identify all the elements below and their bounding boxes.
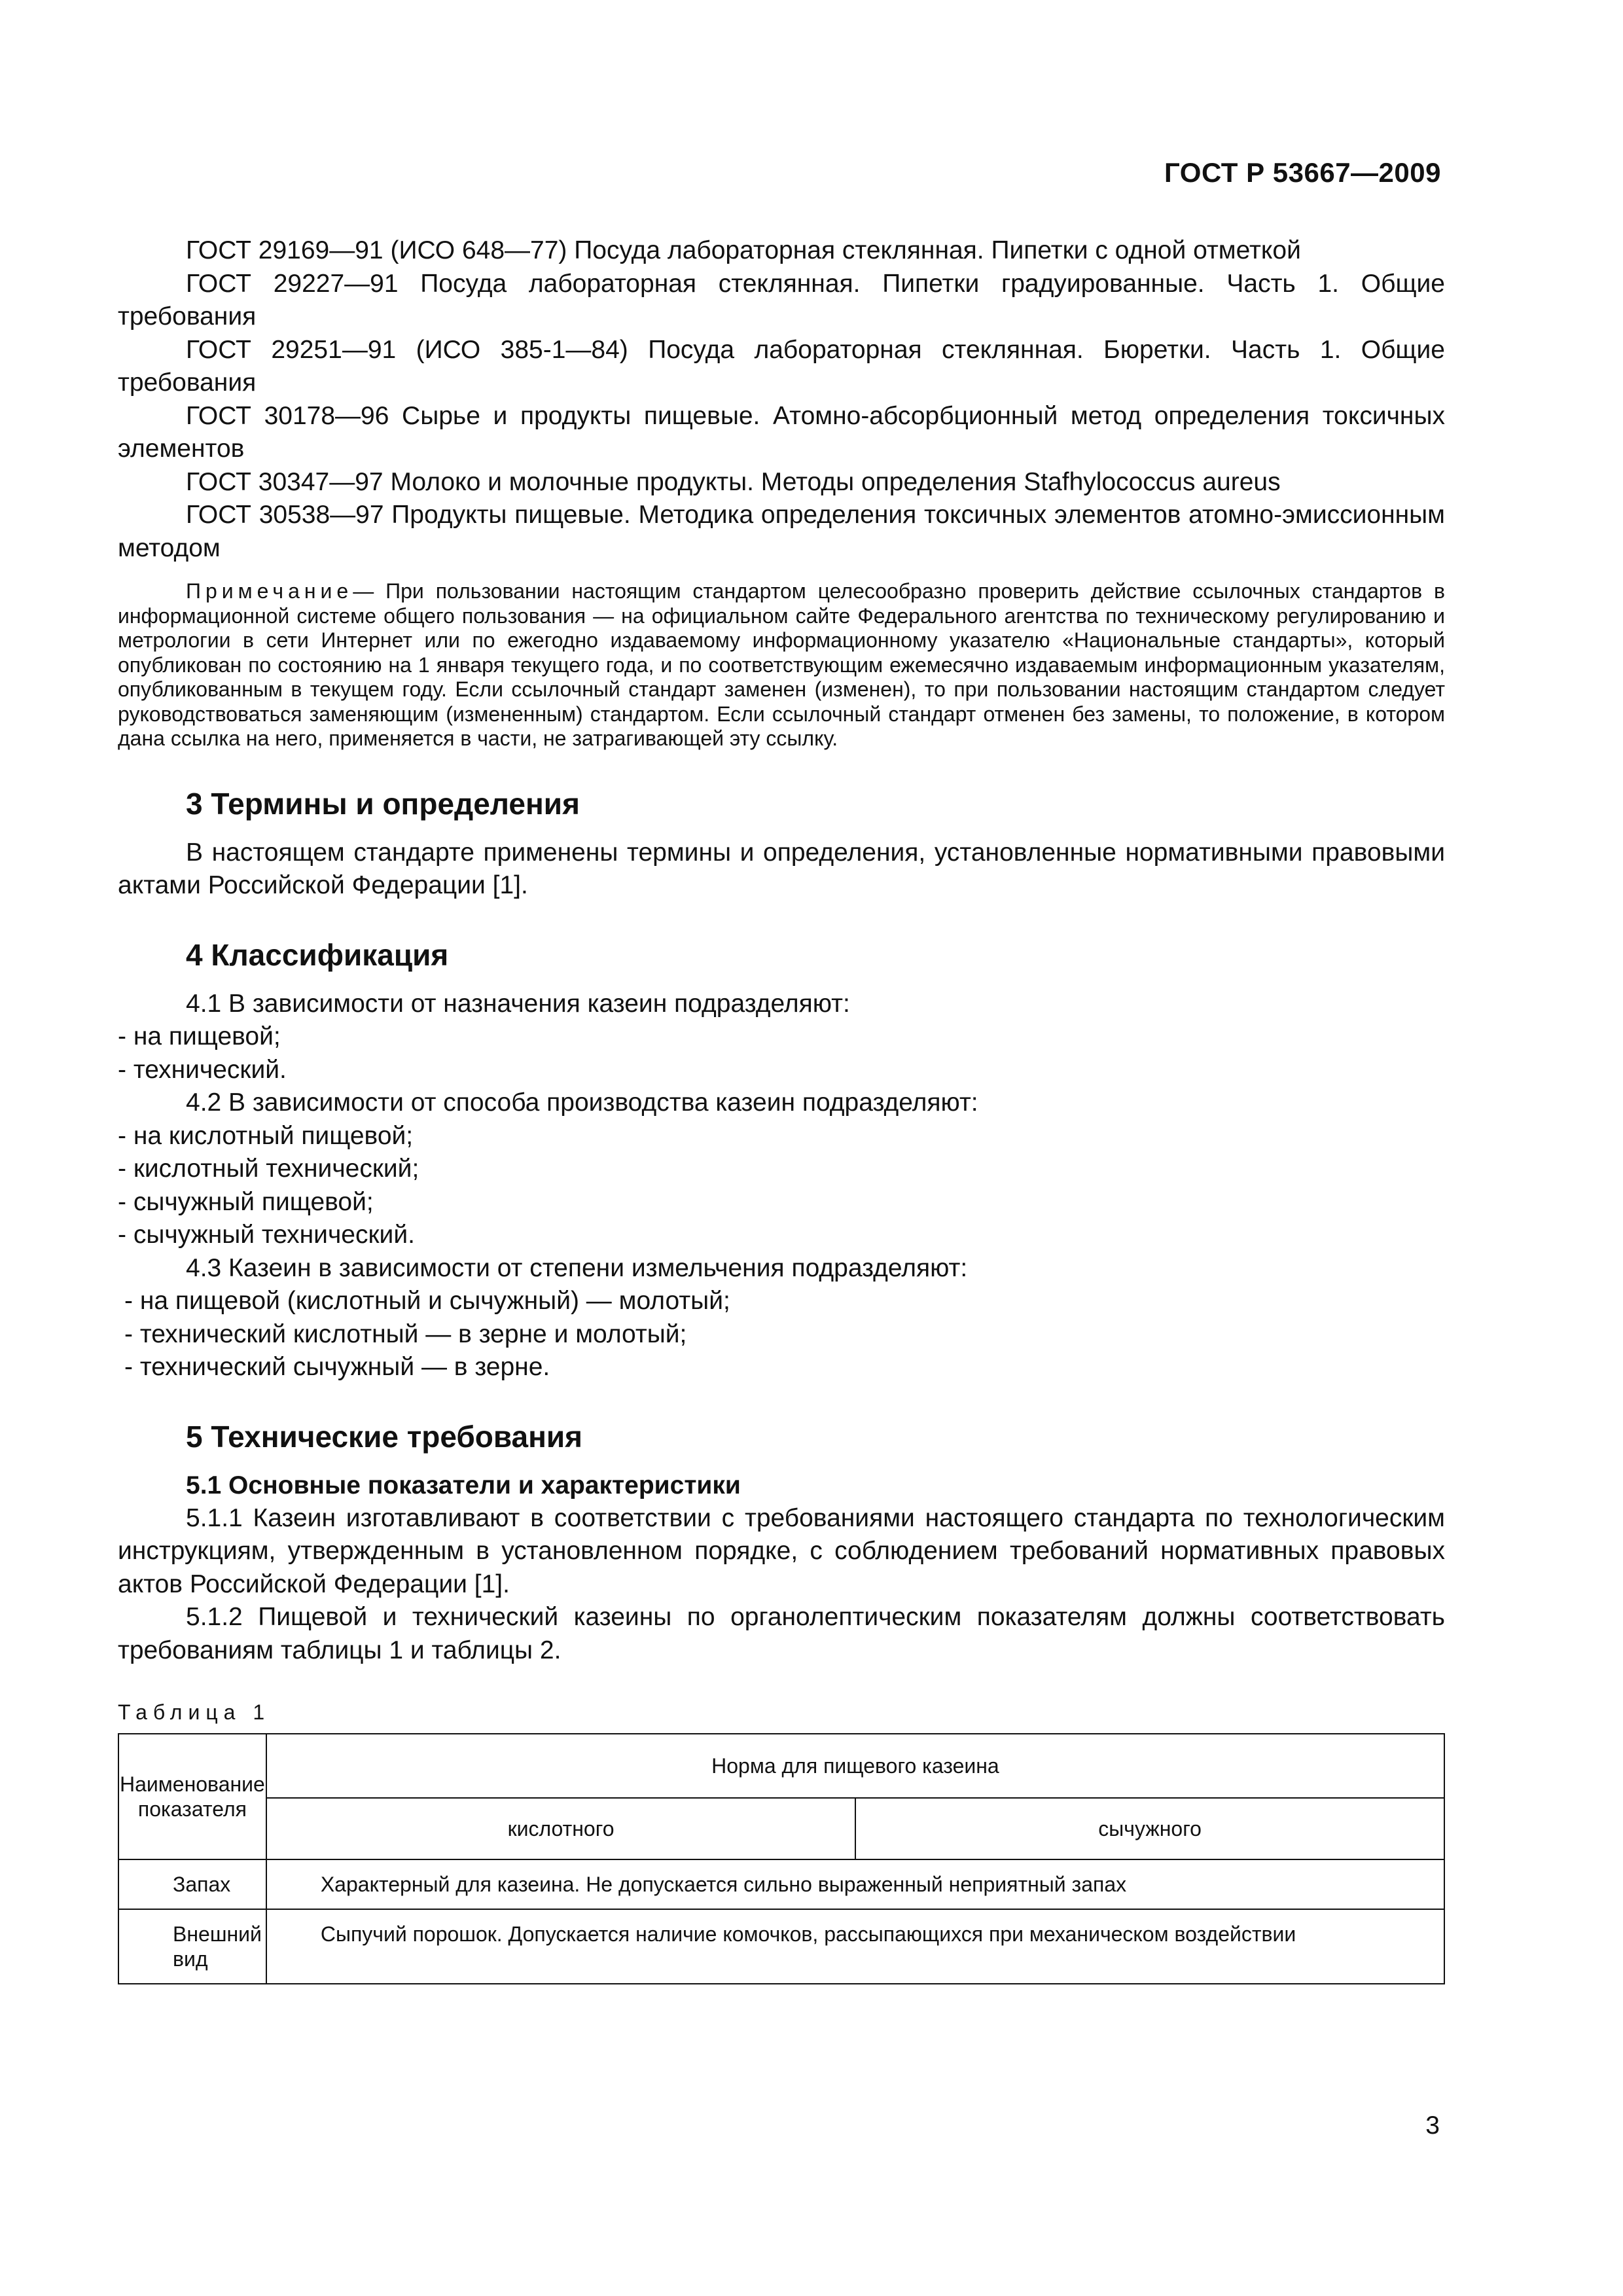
reference-item: ГОСТ 30538—97 Продукты пищевые. Методика определения токсичных элементов атомно-эмиссионным методом bbox=[118, 501, 1445, 562]
list-item: - технический кислотный — в зерне и молотый; bbox=[124, 1319, 687, 1348]
table-1-title: Таблица 1 bbox=[118, 1700, 271, 1724]
list-item: - технический сычужный — в зерне. bbox=[124, 1353, 550, 1381]
table-1 bbox=[118, 1733, 1445, 1984]
table-cell-value: Сыпучий порошок. Допускается наличие комочков, рассыпающихся при механическом воздействии bbox=[266, 1909, 1444, 1984]
reference-item: ГОСТ 29169—91 (ИСО 648—77) Посуда лабораторная стеклянная. Пипетки с одной отметкой bbox=[186, 236, 1301, 264]
section-3-title: 3 Термины и определения bbox=[186, 786, 580, 821]
reference-item: ГОСТ 29251—91 (ИСО 385-1—84) Посуда лабораторная стеклянная. Бюретки. Часть 1. Общие требования bbox=[118, 335, 1445, 397]
document-header-id: ГОСТ Р 53667—2009 bbox=[1164, 157, 1441, 188]
table-row bbox=[118, 1859, 1444, 1909]
list-item: - кислотный технический; bbox=[118, 1155, 419, 1183]
table-row bbox=[118, 1909, 1444, 1984]
table-header-rennet: сычужного bbox=[855, 1798, 1444, 1859]
clause-4-2: 4.2 В зависимости от способа производства казеин подразделяют: bbox=[186, 1088, 978, 1117]
reference-item: ГОСТ 29227—91 Посуда лабораторная стеклянная. Пипетки градуированные. Часть 1. Общие требования bbox=[118, 269, 1445, 331]
section-3-text: В настоящем стандарте применены термины и определения, установленные нормативными правовыми актами Российской Федерации [1]. bbox=[118, 838, 1445, 899]
table-cell-name: Запах bbox=[118, 1859, 266, 1909]
section-5-title: 5 Технические требования bbox=[186, 1419, 582, 1454]
table-header-acid: кислотного bbox=[266, 1798, 855, 1859]
clause-5-1-1: 5.1.1 Казеин изготавливают в соответствии с требованиями настоящего стандарта по технологическим инструкциям, утвержденным в установленном порядке, с соблюдением требований нормативных правовых актов Российской Федерации [1]. bbox=[118, 1503, 1445, 1598]
table-header-norm: Норма для пищевого казеина bbox=[266, 1734, 1444, 1798]
reference-item: ГОСТ 30347—97 Молоко и молочные продукты. Методы определения Stafhylococcus aureus bbox=[186, 467, 1281, 496]
clause-5-1-2: 5.1.2 Пищевой и технический казеины по органолептическим показателям должны соответствовать требованиям таблицы 1 и таблицы 2. bbox=[118, 1603, 1445, 1664]
note-text: — При пользовании настоящим стандартом целесообразно проверить действие ссылочных стандартов в информационной системе общего пользования — на официальном сайте Федерального агентства по техническому регулированию и метрологии в сети Интернет или по ежегодно издаваемому информационному указателю «Национальные стандарты», который опубликован по состоянию на 1 января текущего года, и по соответствующим ежемесячно издаваемым информационным указателям, опубликованным в текущем году. Если ссылочный стандарт заменен (изменен), то при пользовании настоящим стандартом следует руководствоваться заменяющим (измененным) стандартом. Если ссылочный стандарт отменен без замены, то положение, в котором дана ссылка на него, применяется в части, не затрагивающей эту ссылку. bbox=[118, 579, 1445, 750]
table-cell-value: Характерный для казеина. Не допускается сильно выраженный неприятный запах bbox=[266, 1859, 1444, 1909]
clause-4-1: 4.1 В зависимости от назначения казеин подразделяют: bbox=[186, 989, 850, 1018]
note-paragraph bbox=[118, 579, 1445, 751]
page-content bbox=[118, 234, 1445, 1984]
list-item: - технический. bbox=[118, 1055, 287, 1084]
note-label: Примечание bbox=[186, 579, 353, 603]
page-number: 3 bbox=[1425, 2111, 1440, 2140]
section-4-title: 4 Классификация bbox=[186, 937, 449, 972]
list-item: - на пищевой (кислотный и сычужный) — молотый; bbox=[124, 1287, 730, 1315]
subsection-5-1-title: 5.1 Основные показатели и характеристики bbox=[186, 1471, 741, 1499]
table-cell-name: Внешний вид bbox=[118, 1909, 266, 1984]
reference-item: ГОСТ 30178—96 Сырье и продукты пищевые. Атомно-абсорбционный метод определения токсичных элементов bbox=[118, 401, 1445, 463]
table-header-name: Наименование показателя bbox=[118, 1734, 266, 1859]
list-item: - сычужный пищевой; bbox=[118, 1187, 374, 1216]
list-item: - сычужный технический. bbox=[118, 1221, 415, 1249]
list-item: - на пищевой; bbox=[118, 1022, 281, 1050]
clause-4-3: 4.3 Казеин в зависимости от степени измельчения подразделяют: bbox=[186, 1253, 968, 1282]
list-item: - на кислотный пищевой; bbox=[118, 1121, 414, 1150]
